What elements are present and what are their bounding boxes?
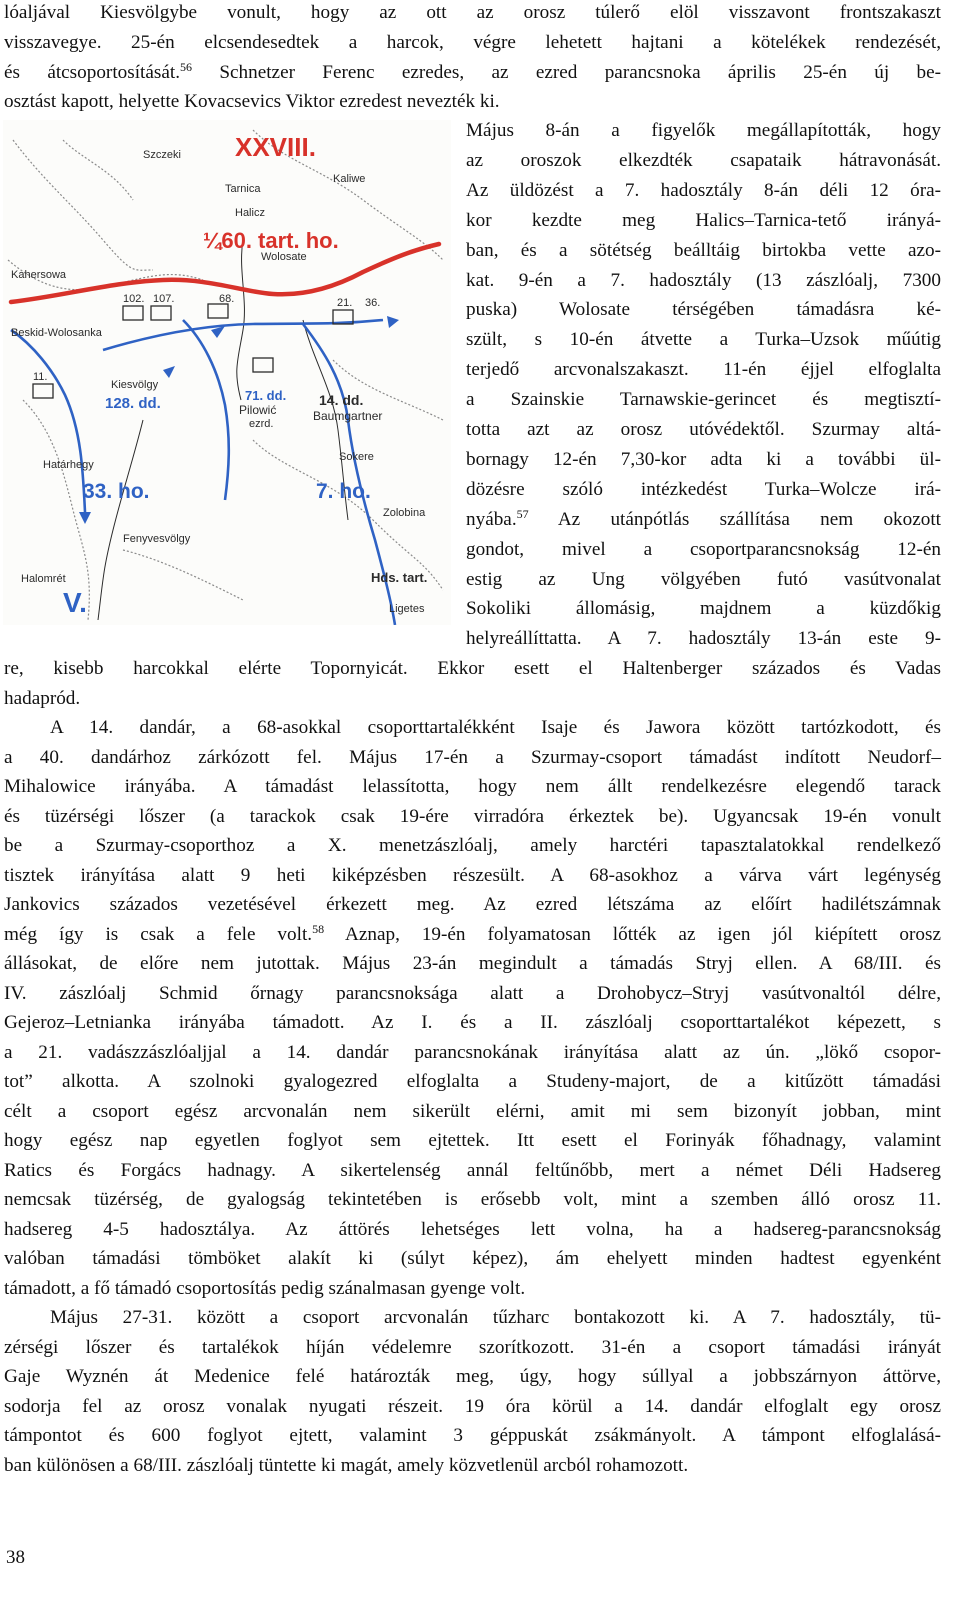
line-text: Mihalowice irányába. A támadást lelassította, hogy nem állt rendelkezésre elegendő tarack bbox=[4, 776, 941, 797]
footnote-marker: 57 bbox=[516, 506, 529, 521]
line-text: Sokoliki állomásig, majdnem a küzdőkig bbox=[466, 598, 941, 620]
label-div-128: 128. dd. bbox=[105, 395, 161, 412]
line-text: ban, és a sötétség beálltáig birtokba vette azo- bbox=[466, 239, 941, 261]
text-line bbox=[4, 803, 941, 831]
line-text: sodorja fel az orosz vonalak nyugati részeit. 19 óra körül a 14. dandár elfoglalt egy orosz bbox=[4, 1395, 941, 1417]
line-text: tot” alkotta. A szolnoki gyalogezred elfoglalta a Studeny-majort, de a kitűzött támadási bbox=[4, 1071, 941, 1092]
footnote-marker: 56 bbox=[180, 59, 192, 74]
text-line bbox=[4, 744, 941, 772]
line-text: tisztek irányítása alatt 9 heti kiképzésben részesült. A 68-asokhoz a várva várt legénység bbox=[4, 864, 941, 886]
label-div-7: 7. ho. bbox=[316, 480, 371, 503]
label-div-33: 33. ho. bbox=[83, 480, 150, 503]
text-line bbox=[4, 1216, 941, 1244]
text-line bbox=[466, 296, 941, 324]
text-line bbox=[4, 0, 941, 27]
text-line bbox=[4, 1245, 941, 1273]
text-line bbox=[466, 625, 941, 653]
line-text: bornagy 12-én 7,30-kor adta ki a további ül- bbox=[466, 448, 941, 470]
label-pilowic: Pilowić bbox=[239, 403, 277, 417]
text-line bbox=[4, 773, 941, 801]
text-line bbox=[4, 59, 941, 87]
label-height-107: 107. bbox=[153, 293, 175, 305]
line-text: visszavegye. 25-én elcsendesedtek a harcok, végre lehetett hajtani a kötelékek rendezését, bbox=[4, 31, 941, 53]
line-text: kor kezdte meg Halics–Tarnica-tető irányá- bbox=[466, 209, 941, 231]
line-text-continued: Schnetzer Ferenc ezredes, az ezred parancsnoka április 25-én új be- bbox=[192, 61, 941, 83]
label-halomreti: Halomrét bbox=[21, 573, 66, 585]
label-tarnica: Tarnica bbox=[225, 183, 261, 195]
text-line bbox=[4, 1452, 941, 1480]
line-text: lóaljával Kiesvölgybe vonult, hogy az ott az orosz túlerő elöl visszavont frontszakaszt bbox=[4, 2, 941, 23]
line-text: nemcsak tüzérség, de gyalogság tekintetében is erősebb volt, mint a szemben álló orosz 11. bbox=[4, 1189, 941, 1210]
line-text: hadapród. bbox=[4, 687, 81, 709]
text-line bbox=[4, 1393, 941, 1421]
line-text: Május 8-án a figyelők megállapították, hogy bbox=[466, 120, 941, 141]
text-line bbox=[4, 1157, 941, 1185]
label-roman-5: V. bbox=[63, 587, 87, 618]
text-line bbox=[466, 476, 941, 504]
line-text: a 21. vadászzászlóaljjal a 14. dandár parancsnokának irányítása alatt az ún. „lökő csopor- bbox=[4, 1041, 941, 1063]
label-ezred: ezrd. bbox=[249, 418, 274, 430]
label-hq-460: ¼60. tart. ho. bbox=[203, 228, 339, 253]
label-halicz: Halicz bbox=[235, 207, 265, 219]
line-text: kat. 9-én a 7. hadosztály (13 zászlóalj, 7300 bbox=[466, 269, 941, 291]
text-line bbox=[466, 506, 941, 534]
label-height-36: 36. bbox=[365, 297, 381, 309]
text-line bbox=[4, 1127, 941, 1155]
label-hds: Hds. tart. bbox=[371, 570, 428, 585]
line-text: a 40. dandárhoz zárkózott fel. Május 17-én a Szurmay-csoport támadást indított Neudorf– bbox=[4, 746, 941, 768]
text-line bbox=[466, 177, 941, 205]
text-line bbox=[4, 832, 941, 860]
text-line bbox=[4, 862, 941, 890]
line-text: IV. zászlóalj Schmid őrnagy parancsnoksága alatt a Drohobycz–Stryj vasútvonaltól délre, bbox=[4, 982, 941, 1004]
text-line bbox=[466, 356, 941, 384]
text-line bbox=[4, 950, 941, 978]
text-line bbox=[466, 117, 941, 145]
label-hatarhegy: Határhegy bbox=[43, 459, 94, 471]
text-line bbox=[4, 1422, 941, 1450]
line-text: a Szainskie Tarnawskie-gerincet és megtisztí- bbox=[466, 389, 941, 411]
line-text: célt a csoport egész arcvonalán nem sikerült elérni, amit mi sem bizonyít jobban, mint bbox=[4, 1100, 941, 1122]
label-div-71: 71. dd. bbox=[245, 388, 287, 403]
line-text: osztást kapott, helyette Kovacsevics Viktor ezredest nevezték ki. bbox=[4, 91, 500, 113]
line-text: állásokat, de előre nem jutottak. Május 23-án megindult a támadás Stryj ellen. A 68/III. és bbox=[4, 953, 941, 974]
text-line bbox=[4, 1039, 941, 1067]
text-line bbox=[4, 891, 941, 919]
line-text: re, kisebb harcokkal elérte Topornyicát. Ekkor esett el Haltenberger százados és Vadas bbox=[4, 658, 941, 679]
text-line bbox=[466, 566, 941, 594]
label-height-21: 21. bbox=[337, 297, 353, 309]
label-kiesvolgy: Kiesvölgy bbox=[111, 379, 159, 391]
label-baumgartner: Baumgartner bbox=[313, 409, 383, 423]
line-text: gondot, mivel a csoportparancsnokság 12-én bbox=[466, 538, 941, 560]
line-text: hogy egész nap egyetlen foglyot sem ejtettek. Itt esett el Forinyák főhadnagy, valamint bbox=[4, 1130, 941, 1151]
text-line bbox=[466, 595, 941, 623]
page-number: 38 bbox=[6, 1547, 25, 1568]
text-line bbox=[466, 536, 941, 564]
text-line bbox=[4, 29, 941, 57]
line-text: szült, s 10-én átvette a Turka–Uzsok műútig bbox=[466, 329, 941, 351]
label-div-14: 14. dd. bbox=[319, 392, 364, 408]
line-text: hadsereg 4-5 hadosztálya. Az áttörés lehetséges lett volna, ha a hadsereg-parancsnokság bbox=[4, 1218, 941, 1240]
text-line bbox=[4, 1186, 941, 1214]
text-line bbox=[4, 1098, 941, 1126]
text-line bbox=[466, 416, 941, 444]
line-text: ban különösen a 68/III. zászlóalj tüntette ki magát, amely közvetlenül arcból rohamozott. bbox=[4, 1454, 689, 1476]
text-line bbox=[4, 1363, 941, 1391]
label-szczeki: Szczeki bbox=[143, 149, 181, 161]
label-kaliwe: Kaliwe bbox=[333, 173, 366, 185]
label-beskid: Beskid-Wolosanka bbox=[11, 327, 102, 339]
label-height-102: 102. bbox=[123, 293, 145, 305]
line-text: puska) Wolosate térségében támadásra ké- bbox=[466, 299, 941, 321]
line-text: zérségi lőszer és tartalékok híján védelemre szorítkozott. 31-én a csoport támadási irányát bbox=[4, 1336, 941, 1358]
line-text: dözésre szóló intézkedést Turka–Wolcze irá- bbox=[466, 478, 941, 500]
line-text: Május 27-31. között a csoport arcvonalán tűzharc bontakozott ki. A 7. hadosztály, tü- bbox=[50, 1307, 941, 1328]
line-text: Az üldözést a 7. hadosztály 8-án déli 12 óra- bbox=[466, 179, 941, 201]
label-corps-28: XXVIII. bbox=[235, 132, 316, 162]
text-line bbox=[466, 326, 941, 354]
footnote-marker: 58 bbox=[312, 921, 325, 936]
battle-map-drawing bbox=[3, 120, 451, 625]
text-line bbox=[4, 980, 941, 1008]
line-text-continued: Aznap, 19-én folyamatosan lőtték az igen jól kiépített orosz bbox=[324, 923, 941, 945]
line-text: még így is csak a fele volt. bbox=[4, 923, 313, 945]
label-ligetes: Ligetes bbox=[389, 603, 425, 615]
label-zolobina: Zolobina bbox=[383, 507, 426, 519]
text-line bbox=[4, 921, 941, 949]
text-line bbox=[4, 1009, 941, 1037]
text-line bbox=[4, 1334, 941, 1362]
label-height-68: 68. bbox=[219, 293, 235, 305]
line-text: terjedő arcvonalszakaszt. 11-én éjjel elfoglalta bbox=[466, 359, 941, 381]
line-text: nyába. bbox=[466, 508, 517, 530]
line-text: támpontot és 600 foglyot ejtett, valamint 3 géppuskát zsákmányolt. A támpont elfoglalásá- bbox=[4, 1425, 941, 1446]
line-text: estig az Ung völgyében futó vasútvonalat bbox=[466, 568, 941, 590]
line-text: és tüzérségi lőszer (a tarackok csak 19-ére virradóra érkeztek be). Ugyancsak 19-én vonult bbox=[4, 805, 941, 827]
text-line bbox=[4, 88, 941, 116]
line-text: Gaje Wyznén át Medenice felé határozták meg, úgy, hogy súllyal a jobbszárnyon áttörve, bbox=[4, 1366, 941, 1387]
map-paper bbox=[3, 120, 451, 625]
line-text: valóban támadási tömböket alakít ki (súlyt képez), ám ehelyett minden hadtest egyenként bbox=[4, 1248, 941, 1269]
text-line bbox=[466, 207, 941, 235]
line-text: Jankovics százados vezetésével érkezett meg. Az ezred létszáma az előírt hadilétszámnak bbox=[4, 894, 941, 915]
label-height-11: 11. bbox=[33, 371, 48, 383]
line-text: totta azt az orosz utóvédektől. Szurmay altá- bbox=[466, 419, 941, 440]
text-line bbox=[4, 685, 941, 713]
text-line bbox=[466, 237, 941, 265]
line-text: Ratics és Forgács hadnagy. A sikertelenség annál feltűnőbb, mert a német Déli Hadsereg bbox=[4, 1159, 941, 1181]
text-line bbox=[50, 1304, 941, 1332]
text-line bbox=[4, 1275, 941, 1303]
label-wolosate: Wolosate bbox=[261, 251, 307, 263]
text-line bbox=[466, 446, 941, 474]
text-line bbox=[4, 655, 941, 683]
line-text: be a Szurmay-csoporthoz a X. menetzászlóalj, amely harctéri tapasztalatokkal rendelkező bbox=[4, 835, 941, 856]
text-line bbox=[466, 267, 941, 295]
text-line bbox=[50, 714, 941, 742]
line-text: az oroszok elkezdték csapataik hátravonását. bbox=[466, 149, 941, 171]
battle-map bbox=[3, 120, 451, 625]
text-line bbox=[466, 147, 941, 175]
label-kahersowa: Kahersowa bbox=[11, 269, 67, 281]
label-fenyves: Fenyvesvölgy bbox=[123, 533, 191, 545]
text-line bbox=[466, 386, 941, 414]
line-text-continued: Az utánpótlás szállítása nem okozott bbox=[528, 508, 941, 530]
line-text: és átcsoportosítását. bbox=[4, 61, 180, 83]
line-text: helyreállíttatta. A 7. hadosztály 13-án este 9- bbox=[466, 628, 941, 650]
line-text: A 14. dandár, a 68-asokkal csoporttartalékként Isaje és Jawora között tartózkodott, és bbox=[50, 717, 941, 738]
text-line bbox=[4, 1068, 941, 1096]
line-text: Gejeroz–Letnianka irányába támadott. Az I. és a II. zászlóalj csoporttartalékot képezett, s bbox=[4, 1012, 941, 1033]
label-sokere: Sokere bbox=[339, 451, 374, 463]
line-text: támadott, a fő támadó csoportosítás pedig szánalmasan gyenge volt. bbox=[4, 1277, 526, 1299]
